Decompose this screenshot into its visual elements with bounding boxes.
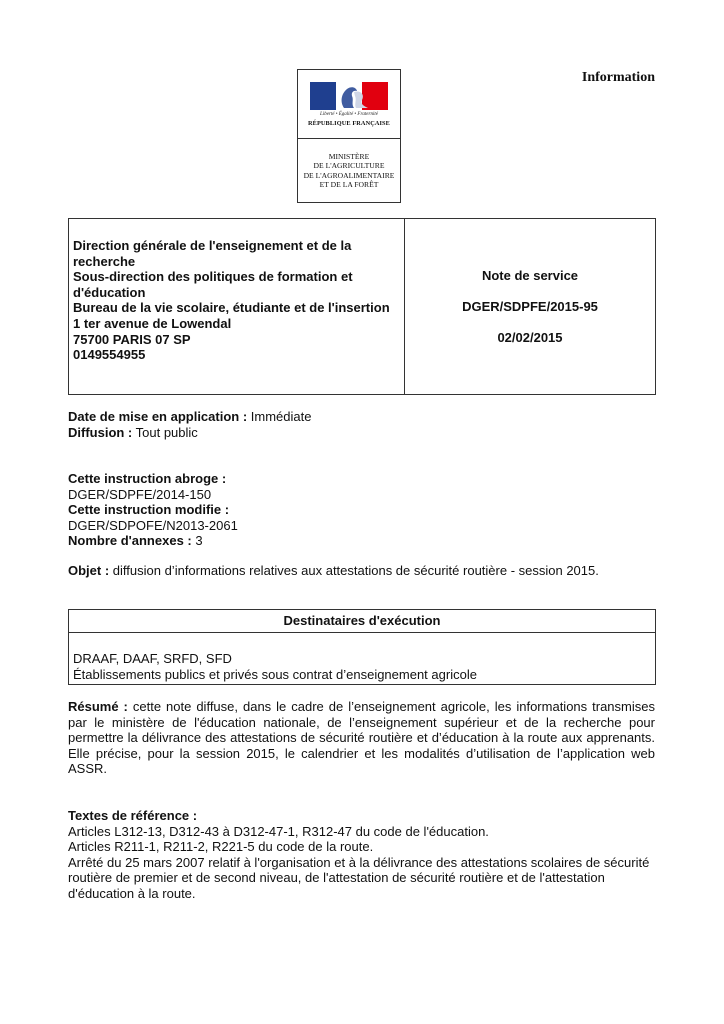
reference-line: routière de premier et de second niveau, de l'attestation de sécurité routière et de l'attestation: [68, 870, 605, 886]
republic-motto: Liberté • Égalité • Fraternité: [320, 112, 378, 117]
reference-line: Articles L312-13, D312-43 à D312-47-1, R312-47 du code de l'éducation.: [68, 823, 489, 839]
resume-text: cette note diffuse, dans le cadre de l’enseignement agricole, les informations transmises par le ministère de l'éducation nationale, de l’enseignement supérieur et de la recherche pour permettre la délivrance des attestations de sécurité routière et d’éducation à la route aux apprenants. Elle précise, pour la session 2015, le calendrier et les modalités d’utilisation de l’application web ASSR.: [68, 699, 655, 777]
diffusion-label: Diffusion :: [68, 424, 133, 440]
sender-line: d'éducation: [73, 284, 146, 300]
ministry-line: DE L'AGROALIMENTAIRE: [303, 170, 395, 180]
objet-text: diffusion d’informations relatives aux attestations de sécurité routière - session 2015.: [109, 563, 599, 578]
abroge-label: Cette instruction abroge :: [68, 471, 227, 486]
objet-label: Objet :: [68, 563, 110, 578]
destinataires-list: [73, 651, 477, 682]
republic-logo: [298, 70, 400, 139]
application-block: [68, 409, 311, 440]
document-type: Information: [581, 70, 655, 85]
sender-line: 0149554955: [73, 347, 146, 363]
modifie-label: Cette instruction modifie :: [68, 502, 230, 518]
instructions-block: [68, 471, 238, 549]
sender-line: Direction générale de l'enseignement et de la: [73, 238, 352, 253]
resume-paragraph: [68, 699, 655, 777]
objet-line: [68, 563, 599, 579]
destinataires-table: [68, 609, 656, 685]
sender-line: 75700 PARIS 07 SP: [73, 331, 191, 347]
destinataires-title: Destinataires d'exécution: [69, 610, 655, 633]
reference-line: d'éducation à la route.: [68, 885, 196, 901]
flag-red-band: [362, 82, 388, 110]
reference-line: Arrêté du 25 mars 2007 relatif à l'organisation et à la délivrance des attestations scolaires de sécurité: [68, 854, 650, 870]
flag-blue-band: [310, 82, 336, 110]
destinataire-line: DRAAF, DAAF, SRFD, SFD: [73, 651, 232, 666]
sender-line: recherche: [73, 253, 136, 269]
note-date: 02/02/2015: [497, 330, 563, 345]
destinataire-line: Établissements publics et privés sous contrat d’enseignement agricole: [73, 666, 477, 682]
reference-line: Articles R211-1, R211-2, R221-5 du code de la route.: [68, 839, 374, 855]
note-reference: DGER/SDPFE/2015-95: [462, 299, 598, 314]
note-label: Note de service: [481, 268, 579, 283]
header-table: [68, 218, 656, 395]
annexes-label: Nombre d'annexes :: [68, 533, 192, 549]
modifie-value: DGER/SDPOFE/N2013-2061: [68, 517, 238, 533]
ministry-name: [298, 152, 400, 190]
sender-line: Sous-direction des politiques de formation et: [73, 269, 353, 285]
republic-name: RÉPUBLIQUE FRANÇAISE: [308, 120, 390, 127]
diffusion-value: Tout public: [132, 424, 198, 440]
references-title: Textes de référence :: [68, 808, 198, 823]
abroge-value: DGER/SDPFE/2014-150: [68, 486, 212, 502]
references-block: [68, 808, 658, 902]
application-date-label: Date de mise en application :: [68, 409, 248, 424]
ministry-line: DE L'AGRICULTURE: [313, 161, 385, 171]
marianne-flag-icon: [310, 82, 388, 110]
annexes-value: 3: [191, 533, 203, 549]
resume-label: Résumé :: [68, 699, 128, 714]
application-date-value: Immédiate: [247, 409, 312, 424]
sender-line: 1 ter avenue de Lowendal: [73, 315, 232, 331]
sender-line: Bureau de la vie scolaire, étudiante et de l'insertion: [73, 300, 390, 316]
ministry-logo: [297, 69, 401, 203]
ministry-line: MINISTÈRE: [328, 152, 370, 161]
ministry-line: ET DE LA FORÊT: [319, 180, 379, 190]
sender-address: [73, 238, 398, 363]
